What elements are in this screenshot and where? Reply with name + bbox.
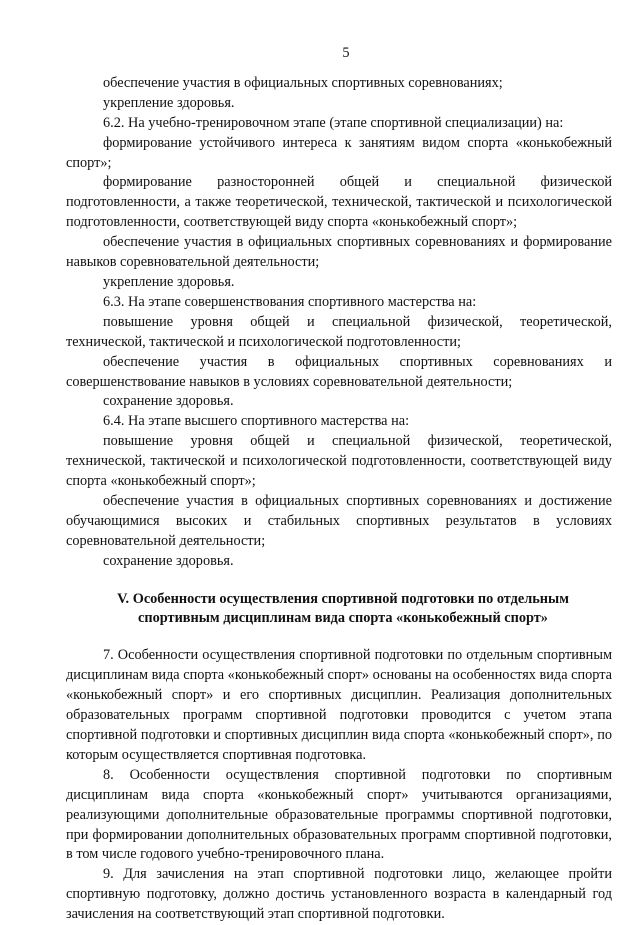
paragraph: обеспечение участия в официальных спортивных соревнованиях и формирование навыков соревновательной деятельности; — [66, 234, 612, 271]
paragraph: обеспечение участия в официальных спортивных соревнованиях; — [103, 74, 503, 91]
paragraph: сохранение здоровья. — [103, 393, 234, 410]
paragraph: 6.3. На этапе совершенствования спортивного мастерства на: — [103, 293, 477, 310]
paragraph: 8. Особенности осуществления спортивной подготовки по спортивным дисциплинам вида спорта «конькобежный спорт» учитываются организациями, реализующими дополнительные образовательные программы спортивной подготовки, при формировании дополнительных образовательных программ спортивной подготовки, в том числе годового учебно-тренировочного плана. — [66, 766, 612, 863]
paragraph: 6.2. На учебно-тренировочном этапе (этапе спортивной специализации) на: — [103, 114, 564, 131]
paragraph: укрепление здоровья. — [103, 94, 235, 111]
paragraph: обеспечение участия в официальных спортивных соревнованиях и совершенствование навыков в условиях соревновательной деятельности; — [66, 353, 612, 390]
section-heading-line: V. Особенности осуществления спортивной подготовки по отдельным — [117, 590, 569, 607]
paragraph: 9. Для зачисления на этап спортивной подготовки лицо, желающее пройти спортивную подготовку, должно достичь установленного возраста в календарный год зачисления на соответствующий этап спортивной подготовки. — [66, 866, 612, 923]
paragraph: повышение уровня общей и специальной физической, теоретической, технической, тактической и психологической подготовленности, соответствующей виду спорта «конькобежный спорт»; — [66, 433, 612, 490]
page-number: 5 — [342, 45, 350, 61]
paragraph: 7. Особенности осуществления спортивной подготовки по отдельным спортивным дисциплинам вида спорта «конькобежный спорт» основаны на особенностях вида спорта «конькобежный спорт» и его спортивных дисциплин. Реализация дополнительных образовательных программ спортивной подготовки проводится с учетом этапа спортивной подготовки и спортивных дисциплин вида спорта «конькобежный спорт», по которым осуществляется спортивная подготовка. — [66, 647, 612, 763]
paragraph: повышение уровня общей и специальной физической, теоретической, технической, тактической и психологической подготовленности; — [66, 313, 612, 350]
paragraph: формирование устойчивого интереса к занятиям видом спорта «конькобежный спорт»; — [66, 134, 612, 171]
paragraph: формирование разносторонней общей и специальной физической подготовленности, а также теоретической, технической, тактической и психологической подготовленности, соответствующей виду спорта «конькобежный спорт»; — [66, 174, 612, 231]
section-heading-line: спортивным дисциплинам вида спорта «конькобежный спорт» — [138, 610, 548, 627]
document-page — [66, 44, 612, 925]
section-heading — [66, 590, 612, 630]
paragraph: 6.4. На этапе высшего спортивного мастерства на: — [103, 413, 410, 430]
paragraph: сохранение здоровья. — [103, 552, 234, 569]
paragraph: обеспечение участия в официальных спортивных соревнованиях и достижение обучающимися высоких и стабильных спортивных результатов в условиях соревновательной деятельности; — [66, 492, 612, 549]
paragraph: укрепление здоровья. — [103, 273, 235, 290]
